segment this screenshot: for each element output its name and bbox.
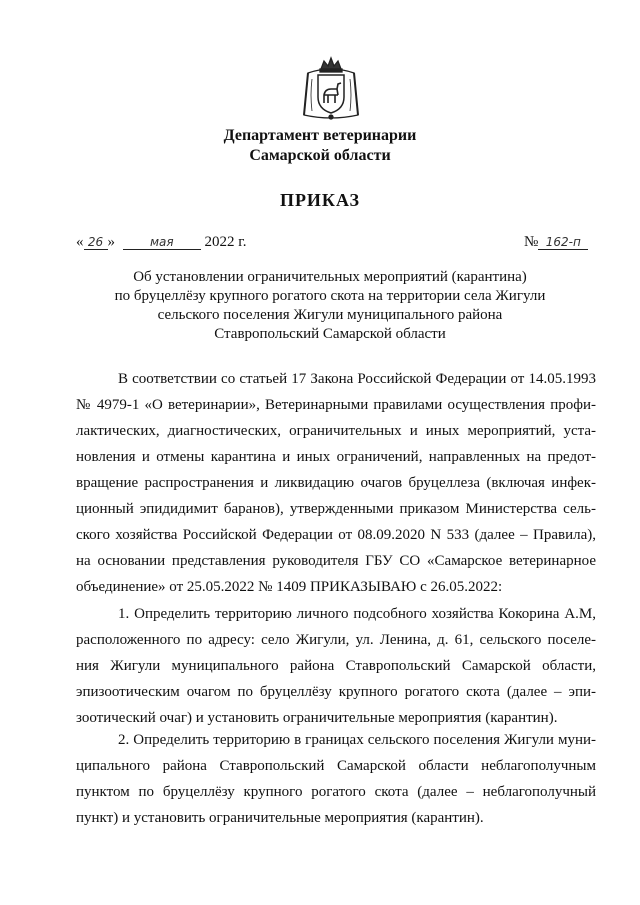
- paragraph-line: объединение» от 25.05.2022 № 1409 ПРИКАЗЫВАЮ с 26.05.2022:: [76, 579, 503, 595]
- order-date: [76, 234, 246, 251]
- number-value: 162-п: [538, 235, 588, 250]
- paragraph-line: лактических, диагностических, ограничительных и иных мероприятий, уста-: [76, 423, 596, 439]
- paragraph-line: 1. Определить территорию личного подсобного хозяйства Кокорина А.М,: [118, 606, 596, 622]
- date-open-quote: «: [76, 234, 84, 250]
- order-item-1: [76, 601, 596, 731]
- subject-line: по бруцеллёзу крупного рогатого скота на территории села Жигули: [114, 288, 546, 304]
- paragraph-line: 2. Определить территорию в границах сельского поселения Жигули муни-: [118, 732, 596, 748]
- department-name: Департамент ветеринарии: [223, 127, 417, 144]
- paragraph-line: расположенного по адресу: село Жигули, ул. Ленина, д. 61, сельского поселе-: [76, 632, 596, 648]
- paragraph-line: новления и отмены карантина и иных ограничений, направленных на предот-: [76, 449, 596, 465]
- paragraph-line: эпизоотическим очагом по бруцеллёзу крупного рогатого скота (далее – эпи-: [76, 684, 596, 700]
- document-title: ПРИКАЗ: [279, 190, 361, 210]
- paragraph-line: ского хозяйства Российской Федерации от 08.09.2020 N 533 (далее – Правила),: [76, 527, 596, 543]
- subject-line: сельского поселения Жигули муниципального района: [157, 307, 503, 323]
- date-year: 2022 г.: [204, 234, 247, 250]
- date-close-quote: »: [107, 234, 115, 250]
- number-prefix: №: [524, 234, 539, 250]
- date-day: 26: [84, 235, 108, 250]
- paragraph-line: В соответствии со статьей 17 Закона Российской Федерации от 14.05.1993: [118, 371, 596, 387]
- preamble-paragraph: [76, 366, 596, 600]
- paragraph-line: ционный эпидидимит баранов), утвержденными приказом Министерства сель-: [76, 501, 596, 517]
- paragraph-line: зоотический очаг) и установить ограничительные мероприятия (карантин).: [76, 710, 558, 726]
- coat-of-arms-icon: [300, 55, 362, 123]
- paragraph-line: вращение распространения и ликвидацию очагов бруцеллеза (включая инфек-: [76, 475, 596, 491]
- paragraph-line: на основании представления руководителя ГБУ СО «Самарское ветеринарное: [76, 553, 596, 569]
- order-item-2: [76, 727, 596, 831]
- paragraph-line: ципального района Ставропольский Самарской области неблагополучным: [76, 758, 596, 774]
- subject-line: Об установлении ограничительных мероприятий (карантина): [133, 269, 527, 285]
- order-number: [524, 234, 588, 251]
- date-month: мая: [123, 235, 201, 250]
- paragraph-line: пункт) и установить ограничительные мероприятия (карантин).: [76, 810, 484, 826]
- paragraph-line: пунктом по бруцеллёзу крупного рогатого скота (далее – неблагополучный: [76, 784, 596, 800]
- order-subject: [90, 268, 570, 344]
- subject-line: Ставропольский Самарской области: [214, 326, 446, 342]
- paragraph-line: ния Жигули муниципального района Ставропольский Самарской области,: [76, 658, 596, 674]
- paragraph-line: № 4979-1 «О ветеринарии», Ветеринарными правилами осуществления профи-: [76, 397, 596, 413]
- department-region: Самарской области: [249, 147, 391, 164]
